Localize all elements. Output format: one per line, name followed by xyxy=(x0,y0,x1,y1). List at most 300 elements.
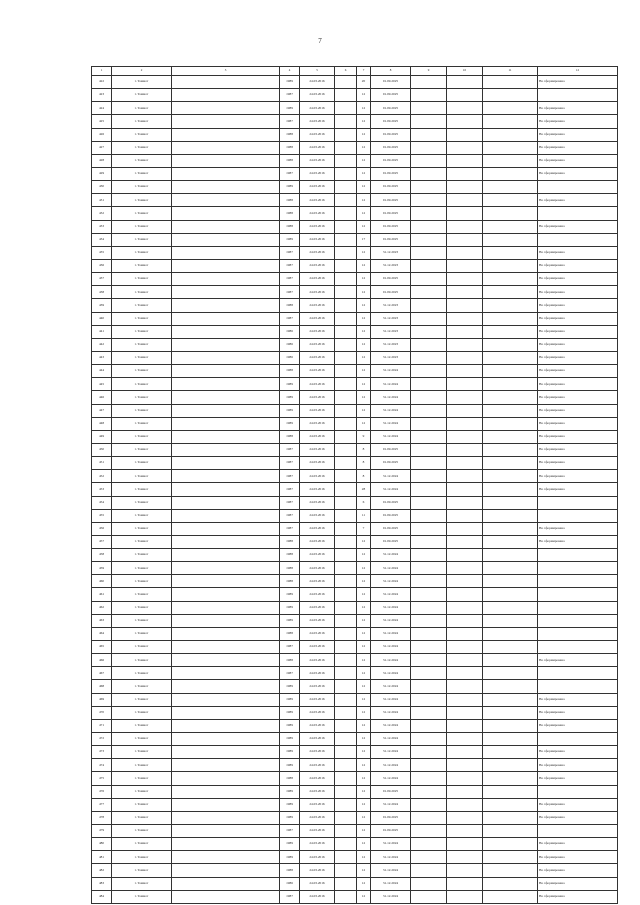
column-number: 11 xyxy=(483,67,538,76)
year-cell: 1987 xyxy=(280,443,300,456)
town-cell: г. Томмот xyxy=(112,470,172,483)
town-cell: г. Томмот xyxy=(112,312,172,325)
deadline-cell: 31.12.2024 xyxy=(371,680,411,693)
total-cell xyxy=(447,601,483,614)
date-cell: 24.03.2016 xyxy=(300,522,335,535)
deadline-cell: 01.09.2025 xyxy=(371,76,411,89)
table-row xyxy=(92,417,618,430)
town-cell: г. Томмот xyxy=(112,614,172,627)
days-cell: 12 xyxy=(357,535,371,548)
status-cell: Не сформирована xyxy=(538,246,618,259)
town-cell: г. Томмот xyxy=(112,181,172,194)
address-cell xyxy=(172,391,280,404)
area-cell xyxy=(335,785,357,798)
status-cell: Не сформирована xyxy=(538,798,618,811)
status-cell: Не сформирована xyxy=(538,128,618,141)
row-number-cell: 454 xyxy=(92,496,112,509)
registry-table xyxy=(91,66,618,904)
address-cell xyxy=(172,890,280,903)
deadline-cell: 01.09.2025 xyxy=(371,443,411,456)
town-cell: г. Томмот xyxy=(112,457,172,470)
total-cell xyxy=(447,509,483,522)
town-cell: г. Томмот xyxy=(112,890,172,903)
date-cell: 24.03.2016 xyxy=(300,351,335,364)
year-cell: 1987 xyxy=(280,312,300,325)
row-number-cell: 441 xyxy=(92,325,112,338)
amount-cell xyxy=(411,457,447,470)
total-cell xyxy=(447,154,483,167)
deadline-cell: 01.09.2025 xyxy=(371,115,411,128)
status-cell xyxy=(538,233,618,246)
date-cell: 24.03.2016 xyxy=(300,509,335,522)
total-cell xyxy=(447,102,483,115)
row-number-cell: 470 xyxy=(92,706,112,719)
town-cell: г. Томмот xyxy=(112,365,172,378)
address-cell xyxy=(172,194,280,207)
date-cell: 24.03.2016 xyxy=(300,588,335,601)
date-cell: 24.03.2016 xyxy=(300,864,335,877)
days-cell: 12 xyxy=(357,102,371,115)
date-cell: 24.03.2016 xyxy=(300,877,335,890)
row-number-cell: 438 xyxy=(92,286,112,299)
total-cell xyxy=(447,220,483,233)
status-cell xyxy=(538,627,618,640)
table-row xyxy=(92,890,618,903)
total-cell xyxy=(447,483,483,496)
date-cell: 24.03.2016 xyxy=(300,102,335,115)
area-cell xyxy=(335,154,357,167)
area-cell xyxy=(335,404,357,417)
area-cell xyxy=(335,719,357,732)
town-cell: г. Томмот xyxy=(112,838,172,851)
deadline-cell: 31.12.2024 xyxy=(371,733,411,746)
column-number: 6 xyxy=(335,67,357,76)
town-cell: г. Томмот xyxy=(112,706,172,719)
deadline-cell: 31.12.2023 xyxy=(371,246,411,259)
deadline-cell: 31.12.2024 xyxy=(371,562,411,575)
status-cell xyxy=(538,509,618,522)
town-cell: г. Томмот xyxy=(112,601,172,614)
date-cell: 24.03.2016 xyxy=(300,825,335,838)
status-cell: Не сформирована xyxy=(538,417,618,430)
amount-cell xyxy=(411,667,447,680)
deadline-cell: 01.09.2025 xyxy=(371,457,411,470)
table-row xyxy=(92,299,618,312)
row-number-cell: 447 xyxy=(92,404,112,417)
date-cell: 24.03.2016 xyxy=(300,667,335,680)
table-row xyxy=(92,220,618,233)
amount-cell xyxy=(411,719,447,732)
area-cell xyxy=(335,890,357,903)
days-cell: 12 xyxy=(357,181,371,194)
code-cell xyxy=(483,443,538,456)
total-cell xyxy=(447,404,483,417)
total-cell xyxy=(447,351,483,364)
address-cell xyxy=(172,89,280,102)
status-cell xyxy=(538,89,618,102)
status-cell: Не сформирована xyxy=(538,693,618,706)
status-cell: Не сформирована xyxy=(538,864,618,877)
code-cell xyxy=(483,864,538,877)
amount-cell xyxy=(411,509,447,522)
table-row xyxy=(92,167,618,180)
amount-cell xyxy=(411,522,447,535)
days-cell: 8 xyxy=(357,443,371,456)
row-number-cell: 476 xyxy=(92,785,112,798)
table-row xyxy=(92,76,618,89)
table-row xyxy=(92,575,618,588)
year-cell: 1989 xyxy=(280,693,300,706)
total-cell xyxy=(447,733,483,746)
code-cell xyxy=(483,286,538,299)
area-cell xyxy=(335,273,357,286)
row-number-cell: 466 xyxy=(92,654,112,667)
address-cell xyxy=(172,864,280,877)
row-number-cell: 455 xyxy=(92,509,112,522)
amount-cell xyxy=(411,483,447,496)
days-cell: 12 xyxy=(357,549,371,562)
status-cell xyxy=(538,588,618,601)
address-cell xyxy=(172,167,280,180)
code-cell xyxy=(483,759,538,772)
total-cell xyxy=(447,365,483,378)
date-cell: 24.03.2016 xyxy=(300,641,335,654)
amount-cell xyxy=(411,89,447,102)
days-cell: 12 xyxy=(357,877,371,890)
town-cell: г. Томмот xyxy=(112,535,172,548)
table-row xyxy=(92,312,618,325)
table-row xyxy=(92,89,618,102)
date-cell: 24.03.2016 xyxy=(300,259,335,272)
days-cell: 12 xyxy=(357,588,371,601)
status-cell xyxy=(538,785,618,798)
area-cell xyxy=(335,233,357,246)
area-cell xyxy=(335,457,357,470)
year-cell: 1989 xyxy=(280,733,300,746)
year-cell: 1989 xyxy=(280,851,300,864)
area-cell xyxy=(335,351,357,364)
address-cell xyxy=(172,851,280,864)
column-number: 5 xyxy=(300,67,335,76)
column-number: 1 xyxy=(92,67,112,76)
days-cell: 12 xyxy=(357,365,371,378)
table-row xyxy=(92,641,618,654)
code-cell xyxy=(483,128,538,141)
days-cell: 12 xyxy=(357,338,371,351)
total-cell xyxy=(447,378,483,391)
total-cell xyxy=(447,338,483,351)
days-cell: 20 xyxy=(357,76,371,89)
status-cell xyxy=(538,562,618,575)
year-cell: 1988 xyxy=(280,430,300,443)
area-cell xyxy=(335,509,357,522)
days-cell: 7 xyxy=(357,522,371,535)
area-cell xyxy=(335,417,357,430)
table-row xyxy=(92,154,618,167)
area-cell xyxy=(335,575,357,588)
area-cell xyxy=(335,483,357,496)
status-cell: Не сформирована xyxy=(538,470,618,483)
row-number-cell: 483 xyxy=(92,877,112,890)
address-cell xyxy=(172,417,280,430)
status-cell: Не сформирована xyxy=(538,430,618,443)
code-cell xyxy=(483,220,538,233)
days-cell: 12 xyxy=(357,706,371,719)
year-cell: 1987 xyxy=(280,890,300,903)
amount-cell xyxy=(411,115,447,128)
area-cell xyxy=(335,654,357,667)
column-number: 9 xyxy=(411,67,447,76)
table-row xyxy=(92,798,618,811)
year-cell: 1989 xyxy=(280,680,300,693)
town-cell: г. Томмот xyxy=(112,641,172,654)
address-cell xyxy=(172,259,280,272)
days-cell: 12 xyxy=(357,128,371,141)
total-cell xyxy=(447,772,483,785)
year-cell: 1987 xyxy=(280,825,300,838)
date-cell: 24.03.2016 xyxy=(300,365,335,378)
date-cell: 24.03.2016 xyxy=(300,549,335,562)
row-number-cell: 464 xyxy=(92,627,112,640)
code-cell xyxy=(483,877,538,890)
year-cell: 1987 xyxy=(280,509,300,522)
days-cell: 9 xyxy=(357,430,371,443)
total-cell xyxy=(447,233,483,246)
address-cell xyxy=(172,207,280,220)
area-cell xyxy=(335,759,357,772)
deadline-cell: 01.09.2025 xyxy=(371,811,411,824)
year-cell: 1988 xyxy=(280,207,300,220)
address-cell xyxy=(172,535,280,548)
date-cell: 24.03.2016 xyxy=(300,798,335,811)
days-cell: 12 xyxy=(357,746,371,759)
amount-cell xyxy=(411,654,447,667)
date-cell: 24.03.2016 xyxy=(300,811,335,824)
year-cell: 1988 xyxy=(280,627,300,640)
town-cell: г. Томмот xyxy=(112,483,172,496)
row-number-cell: 425 xyxy=(92,115,112,128)
deadline-cell: 31.12.2024 xyxy=(371,746,411,759)
row-number-cell: 478 xyxy=(92,811,112,824)
code-cell xyxy=(483,76,538,89)
year-cell: 1989 xyxy=(280,102,300,115)
year-cell: 1988 xyxy=(280,772,300,785)
amount-cell xyxy=(411,220,447,233)
row-number-cell: 481 xyxy=(92,851,112,864)
deadline-cell: 31.12.2023 xyxy=(371,312,411,325)
amount-cell xyxy=(411,351,447,364)
code-cell xyxy=(483,785,538,798)
row-number-cell: 436 xyxy=(92,259,112,272)
row-number-cell: 453 xyxy=(92,483,112,496)
town-cell: г. Томмот xyxy=(112,338,172,351)
year-cell: 1989 xyxy=(280,404,300,417)
address-cell xyxy=(172,128,280,141)
code-cell xyxy=(483,811,538,824)
address-cell xyxy=(172,443,280,456)
address-cell xyxy=(172,286,280,299)
days-cell: 28 xyxy=(357,483,371,496)
year-cell: 1987 xyxy=(280,483,300,496)
amount-cell xyxy=(411,154,447,167)
code-cell xyxy=(483,627,538,640)
amount-cell xyxy=(411,877,447,890)
year-cell: 1989 xyxy=(280,798,300,811)
area-cell xyxy=(335,220,357,233)
row-number-cell: 480 xyxy=(92,838,112,851)
row-number-cell: 448 xyxy=(92,417,112,430)
area-cell xyxy=(335,733,357,746)
town-cell: г. Томмот xyxy=(112,246,172,259)
row-number-cell: 469 xyxy=(92,693,112,706)
table-row xyxy=(92,181,618,194)
deadline-cell: 01.09.2025 xyxy=(371,496,411,509)
column-number: 8 xyxy=(371,67,411,76)
date-cell: 24.03.2016 xyxy=(300,890,335,903)
town-cell: г. Томмот xyxy=(112,207,172,220)
status-cell xyxy=(538,614,618,627)
total-cell xyxy=(447,115,483,128)
year-cell: 1987 xyxy=(280,273,300,286)
address-cell xyxy=(172,430,280,443)
amount-cell xyxy=(411,141,447,154)
amount-cell xyxy=(411,470,447,483)
status-cell: Не сформирована xyxy=(538,811,618,824)
town-cell: г. Томмот xyxy=(112,128,172,141)
year-cell: 1988 xyxy=(280,365,300,378)
area-cell xyxy=(335,864,357,877)
address-cell xyxy=(172,785,280,798)
address-cell xyxy=(172,76,280,89)
status-cell xyxy=(538,667,618,680)
table-row xyxy=(92,851,618,864)
year-cell: 1989 xyxy=(280,706,300,719)
year-cell: 1989 xyxy=(280,233,300,246)
column-number-row xyxy=(92,67,618,76)
town-cell: г. Томмот xyxy=(112,233,172,246)
table-row xyxy=(92,719,618,732)
amount-cell xyxy=(411,233,447,246)
date-cell: 24.03.2016 xyxy=(300,535,335,548)
address-cell xyxy=(172,246,280,259)
row-number-cell: 467 xyxy=(92,667,112,680)
year-cell: 1989 xyxy=(280,378,300,391)
row-number-cell: 460 xyxy=(92,575,112,588)
date-cell: 24.03.2016 xyxy=(300,838,335,851)
address-cell xyxy=(172,509,280,522)
date-cell: 24.03.2016 xyxy=(300,325,335,338)
area-cell xyxy=(335,693,357,706)
amount-cell xyxy=(411,785,447,798)
status-cell xyxy=(538,641,618,654)
table-row xyxy=(92,259,618,272)
amount-cell xyxy=(411,759,447,772)
row-number-cell: 431 xyxy=(92,194,112,207)
days-cell: 12 xyxy=(357,575,371,588)
code-cell xyxy=(483,351,538,364)
row-number-cell: 484 xyxy=(92,890,112,903)
amount-cell xyxy=(411,851,447,864)
town-cell: г. Томмот xyxy=(112,509,172,522)
address-cell xyxy=(172,693,280,706)
date-cell: 24.03.2016 xyxy=(300,614,335,627)
table-row xyxy=(92,443,618,456)
total-cell xyxy=(447,141,483,154)
year-cell: 1988 xyxy=(280,535,300,548)
amount-cell xyxy=(411,378,447,391)
code-cell xyxy=(483,141,538,154)
area-cell xyxy=(335,470,357,483)
address-cell xyxy=(172,575,280,588)
total-cell xyxy=(447,838,483,851)
days-cell: 8 xyxy=(357,470,371,483)
days-cell: 12 xyxy=(357,89,371,102)
status-cell: Не сформирована xyxy=(538,746,618,759)
row-number-cell: 444 xyxy=(92,365,112,378)
amount-cell xyxy=(411,588,447,601)
amount-cell xyxy=(411,733,447,746)
date-cell: 24.03.2016 xyxy=(300,706,335,719)
code-cell xyxy=(483,706,538,719)
date-cell: 24.03.2016 xyxy=(300,575,335,588)
address-cell xyxy=(172,273,280,286)
table-row xyxy=(92,470,618,483)
row-number-cell: 450 xyxy=(92,443,112,456)
deadline-cell: 31.12.2024 xyxy=(371,693,411,706)
deadline-cell: 31.12.2023 xyxy=(371,338,411,351)
date-cell: 24.03.2016 xyxy=(300,115,335,128)
days-cell: 12 xyxy=(357,759,371,772)
date-cell: 24.03.2016 xyxy=(300,299,335,312)
row-number-cell: 472 xyxy=(92,733,112,746)
date-cell: 24.03.2016 xyxy=(300,496,335,509)
deadline-cell: 01.09.2025 xyxy=(371,785,411,798)
address-cell xyxy=(172,522,280,535)
code-cell xyxy=(483,181,538,194)
row-number-cell: 434 xyxy=(92,233,112,246)
deadline-cell: 31.12.2024 xyxy=(371,404,411,417)
town-cell: г. Томмот xyxy=(112,825,172,838)
town-cell: г. Томмот xyxy=(112,785,172,798)
total-cell xyxy=(447,811,483,824)
town-cell: г. Томмот xyxy=(112,627,172,640)
days-cell: 12 xyxy=(357,325,371,338)
town-cell: г. Томмот xyxy=(112,325,172,338)
deadline-cell: 01.09.2025 xyxy=(371,128,411,141)
total-cell xyxy=(447,798,483,811)
address-cell xyxy=(172,588,280,601)
year-cell: 1987 xyxy=(280,115,300,128)
year-cell: 1986 xyxy=(280,877,300,890)
total-cell xyxy=(447,417,483,430)
year-cell: 1988 xyxy=(280,562,300,575)
deadline-cell: 31.12.2024 xyxy=(371,391,411,404)
address-cell xyxy=(172,733,280,746)
deadline-cell: 31.12.2024 xyxy=(371,588,411,601)
row-number-cell: 426 xyxy=(92,128,112,141)
deadline-cell: 01.09.2025 xyxy=(371,141,411,154)
table-row xyxy=(92,706,618,719)
status-cell: Не сформирована xyxy=(538,706,618,719)
table-body xyxy=(92,76,618,904)
address-cell xyxy=(172,154,280,167)
row-number-cell: 432 xyxy=(92,207,112,220)
days-cell: 12 xyxy=(357,772,371,785)
status-cell: Не сформирована xyxy=(538,719,618,732)
total-cell xyxy=(447,706,483,719)
address-cell xyxy=(172,825,280,838)
amount-cell xyxy=(411,207,447,220)
